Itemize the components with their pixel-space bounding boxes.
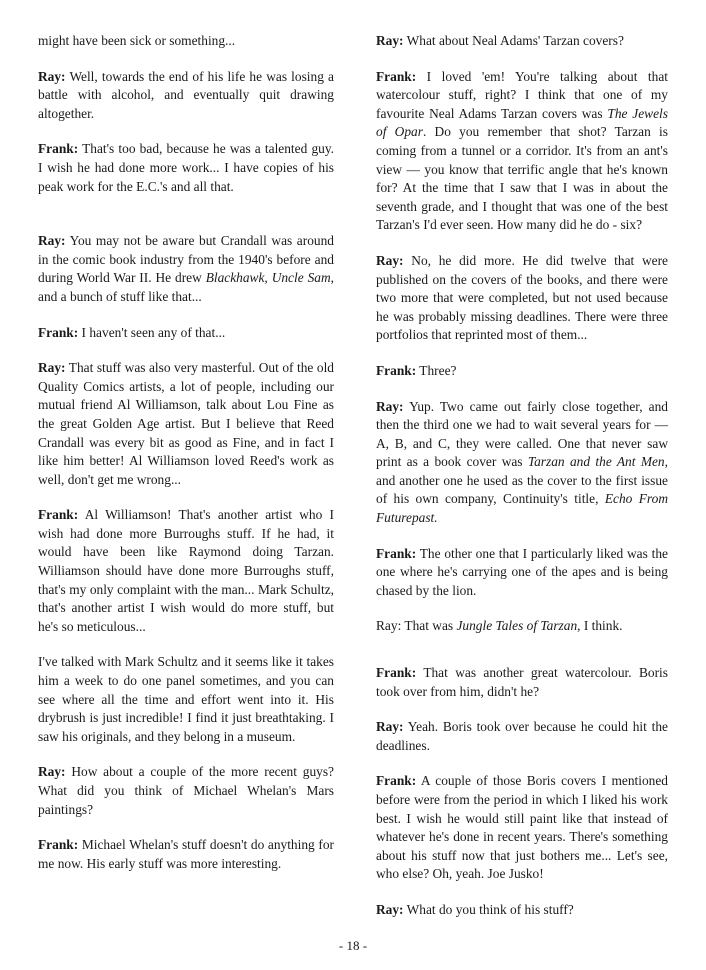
speaker-label: Frank:	[376, 773, 417, 789]
page-number: - 18 -	[338, 938, 368, 953]
paragraph	[38, 32, 334, 51]
left-column	[38, 32, 334, 890]
paragraph	[376, 772, 668, 884]
speaker-label: Frank:	[376, 68, 417, 84]
paragraph	[38, 140, 334, 196]
right-column	[376, 32, 668, 937]
paragraph	[376, 664, 668, 701]
paragraph	[38, 68, 334, 124]
paragraph-text: I loved 'em! You're talking about that watercolour stuff, right? I think that one of my favourite Neal Adams Tarzan covers was	[376, 68, 668, 121]
paragraph-text: The other one that I particularly liked was the one where he's carrying one of the apes and is being chased by the lion.	[376, 545, 668, 598]
paragraph-text: No, he did more. He did twelve that were published on the covers of the books, and there were two more that were completed, but not used because he was probably missing deadlines. There were three portfolios that reprinted most of them...	[376, 252, 668, 343]
speaker-label: Ray:	[38, 360, 66, 376]
speaker-label: Ray:	[38, 764, 66, 780]
paragraph-text: What do you think of his stuff?	[406, 901, 574, 917]
paragraph	[376, 617, 668, 636]
paragraph	[376, 252, 668, 345]
paragraph-text: That was another great watercolour. Boris took over from him, didn't he?	[376, 665, 668, 699]
speaker-label: Ray:	[38, 68, 66, 84]
paragraph	[38, 324, 334, 343]
paragraph-text: Yup. Two came out fairly close together, and then the third one we had to wait several years for — A, B, and C, they were called. One that never saw print as a book cover was	[376, 398, 668, 470]
paragraph	[376, 901, 668, 920]
paragraph-text: That stuff was also very masterful. Out of the old Quality Comics artists, a lot of people, including our mutual friend Al Williamson, talk about Lou Fine as the great Golden Age artist. But I believe that Reed Crandall was every bit as good as Fine, and in fact I like him better! Al Williamson loved Reed's work as well, don't get me wrong...	[38, 360, 334, 487]
paragraph-text: , and another one he used as the cover to the first issue of his own company, Continuity's title,	[376, 454, 668, 507]
paragraph-text: That's too bad, because he was a talented guy. I wish he had done more work... I have copies of his peak work for the E.C.'s and all that.	[38, 141, 335, 194]
speaker-label: Frank:	[38, 141, 79, 157]
paragraph	[376, 362, 668, 381]
paragraph	[376, 545, 668, 601]
title-italic: Tarzan and the Ant Men	[527, 454, 665, 470]
speaker-label: Frank:	[376, 362, 417, 378]
speaker-label: Frank:	[38, 507, 79, 523]
speaker-label: Ray:	[38, 233, 66, 249]
paragraph-text: , I think.	[577, 618, 623, 634]
paragraph-text: How about a couple of the more recent guys? What did you think of Michael Whelan's Mars paintings?	[38, 764, 334, 817]
paragraph	[38, 653, 334, 746]
paragraph-text: You may not be aware but Crandall was around in the comic book industry from the 1940's before and during World War II. He drew	[38, 233, 334, 286]
title-italic: Blackhawk, Uncle Sam	[205, 270, 331, 286]
speaker-label: Frank:	[38, 324, 79, 340]
speaker-label: Frank:	[376, 545, 417, 561]
title-italic: Echo From Futurepast.	[376, 491, 669, 526]
paragraph-text: Three?	[419, 362, 457, 378]
paragraph	[38, 763, 334, 819]
paragraph-text: Al Williamson! That's another artist who I wish had done more Burroughs stuff. If he had, it would have been like Raymond doing Tarzan. Williamson should have done more Burroughs stuff, that's my only complaint with the man... Mark Schultz, that's another artist I wish would do more stuff, but he's so meticulous...	[38, 507, 334, 634]
speaker-label: Frank:	[38, 837, 79, 853]
speaker-label: Frank:	[376, 665, 417, 681]
speaker-label: Ray:	[376, 719, 404, 735]
paragraph-text: I've talked with Mark Schultz and it seems like it takes him a week to do one panel sometimes, and you can see where all the time and effort went into it. His drybrush is just incredible! I find it just breathtaking. I saw his originals, and they belong in a museum.	[38, 654, 334, 744]
speaker-label: Ray:	[376, 252, 404, 268]
paragraph	[38, 232, 334, 306]
speaker-label: Ray:	[376, 33, 404, 48]
paragraph-text: , and a bunch of stuff like that...	[38, 270, 334, 304]
paragraph-text: That was	[404, 618, 457, 634]
title-italic: Jungle Tales of Tarzan	[456, 618, 578, 634]
paragraph-text: might have been sick or something...	[38, 33, 236, 48]
paragraph-text: I haven't seen any of that...	[81, 324, 226, 340]
paragraph-text: Michael Whelan's stuff doesn't do anything for me now. His early stuff was more interesting.	[38, 837, 334, 871]
paragraph	[376, 718, 668, 755]
paragraph-text: What about Neal Adams' Tarzan covers?	[406, 33, 624, 48]
paragraph	[38, 506, 334, 636]
title-italic: The Jewels of Opar	[376, 105, 668, 140]
paragraph-text: Well, towards the end of his life he was losing a battle with alcohol, and eventually quit drawing altogether.	[38, 68, 334, 121]
paragraph-text: A couple of those Boris covers I mentioned before were from the period in which I liked his work best. I wish he would still paint like that instead of whatever he's done in recent years. There's something about his stuff now that just bothers me... Let's see, who else? Oh, yeah. Joe Jusko!	[376, 773, 669, 882]
paragraph	[376, 398, 668, 528]
paragraph	[376, 32, 668, 51]
paragraph-text: . Do you remember that shot? Tarzan is coming from a tunnel or a corridor. It's from an ant's view — you know that terrific angle that he's known for? At the time that I saw that I was in about the seventh grade, and I thought that was one of the best Tarzan's I'd ever seen. How many did he do - six?	[376, 124, 668, 233]
paragraph	[376, 68, 668, 235]
paragraph-text: Yeah. Boris took over because he could hit the deadlines.	[376, 719, 668, 753]
speaker-label: Ray:	[376, 618, 402, 634]
speaker-label: Ray:	[376, 398, 404, 414]
paragraph	[38, 836, 334, 873]
speaker-label: Ray:	[376, 901, 404, 917]
paragraph	[38, 359, 334, 489]
